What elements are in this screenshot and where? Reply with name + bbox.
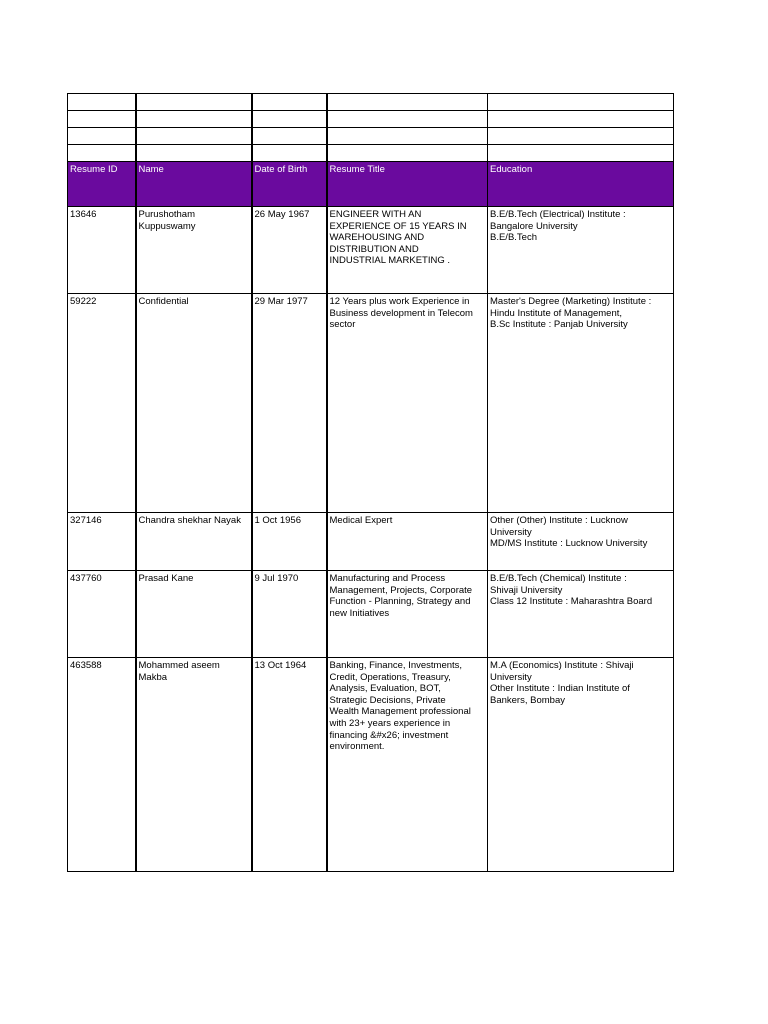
header-resume-title: Resume Title bbox=[327, 162, 488, 207]
header-name: Name bbox=[136, 162, 252, 207]
date-of-birth-cell: 9 Jul 1970 bbox=[252, 571, 327, 658]
blank-cell bbox=[68, 94, 136, 111]
resume-table bbox=[67, 93, 674, 872]
name-cell: Purushotham Kuppuswamy bbox=[136, 207, 252, 294]
blank-cell bbox=[327, 94, 488, 111]
table-header-row bbox=[68, 162, 674, 207]
education-cell: Other (Other) Institute : Lucknow University MD/MS Institute : Lucknow University bbox=[488, 513, 674, 571]
blank-row bbox=[68, 128, 674, 145]
resume-id-cell: 437760 bbox=[68, 571, 136, 658]
table-row bbox=[68, 658, 674, 872]
resume-title-cell: 12 Years plus work Experience in Business development in Telecom sector bbox=[327, 294, 488, 513]
blank-cell bbox=[327, 128, 488, 145]
resume-id-cell: 463588 bbox=[68, 658, 136, 872]
date-of-birth-cell: 13 Oct 1964 bbox=[252, 658, 327, 872]
resume-id-cell: 327146 bbox=[68, 513, 136, 571]
date-of-birth-cell: 29 Mar 1977 bbox=[252, 294, 327, 513]
blank-cell bbox=[252, 145, 327, 162]
header-education: Education bbox=[488, 162, 674, 207]
blank-cell bbox=[68, 111, 136, 128]
blank-cell bbox=[136, 128, 252, 145]
name-cell: Mohammed aseem Makba bbox=[136, 658, 252, 872]
blank-cell bbox=[327, 145, 488, 162]
blank-cell bbox=[252, 111, 327, 128]
education-cell: Master's Degree (Marketing) Institute : Hindu Institute of Management, B.Sc Institute : Panjab University bbox=[488, 294, 674, 513]
resume-title-cell: Medical Expert bbox=[327, 513, 488, 571]
blank-cell bbox=[488, 145, 674, 162]
education-cell: B.E/B.Tech (Chemical) Institute : Shivaji University Class 12 Institute : Maharashtra Board bbox=[488, 571, 674, 658]
header-resume-id: Resume ID bbox=[68, 162, 136, 207]
table-row bbox=[68, 207, 674, 294]
blank-cell bbox=[488, 111, 674, 128]
resume-title-cell: Banking, Finance, Investments, Credit, Operations, Treasury, Analysis, Evaluation, BOT, Strategic Decisions, Private Wealth Management professional with 23+ years experience in financing &#x26; investment environment. bbox=[327, 658, 488, 872]
name-cell: Prasad Kane bbox=[136, 571, 252, 658]
education-cell: B.E/B.Tech (Electrical) Institute : Bangalore University B.E/B.Tech bbox=[488, 207, 674, 294]
name-cell: Confidential bbox=[136, 294, 252, 513]
education-cell: M.A (Economics) Institute : Shivaji University Other Institute : Indian Institute of Bankers, Bombay bbox=[488, 658, 674, 872]
date-of-birth-cell: 1 Oct 1956 bbox=[252, 513, 327, 571]
blank-cell bbox=[488, 128, 674, 145]
table-row bbox=[68, 513, 674, 571]
resume-title-cell: Manufacturing and Process Management, Projects, Corporate Function - Planning, Strategy and new Initiatives bbox=[327, 571, 488, 658]
blank-row bbox=[68, 94, 674, 111]
blank-cell bbox=[136, 145, 252, 162]
resume-id-cell: 13646 bbox=[68, 207, 136, 294]
blank-cell bbox=[252, 128, 327, 145]
blank-row bbox=[68, 111, 674, 128]
blank-cell bbox=[136, 94, 252, 111]
name-cell: Chandra shekhar Nayak bbox=[136, 513, 252, 571]
blank-row bbox=[68, 145, 674, 162]
date-of-birth-cell: 26 May 1967 bbox=[252, 207, 327, 294]
table-row bbox=[68, 294, 674, 513]
resume-id-cell: 59222 bbox=[68, 294, 136, 513]
blank-cell bbox=[327, 111, 488, 128]
blank-cell bbox=[136, 111, 252, 128]
blank-cell bbox=[252, 94, 327, 111]
table-row bbox=[68, 571, 674, 658]
blank-cell bbox=[68, 145, 136, 162]
header-date-of-birth: Date of Birth bbox=[252, 162, 327, 207]
blank-cell bbox=[488, 94, 674, 111]
blank-cell bbox=[68, 128, 136, 145]
resume-title-cell: ENGINEER WITH AN EXPERIENCE OF 15 YEARS IN WAREHOUSING AND DISTRIBUTION AND INDUSTRIAL MARKETING . bbox=[327, 207, 488, 294]
